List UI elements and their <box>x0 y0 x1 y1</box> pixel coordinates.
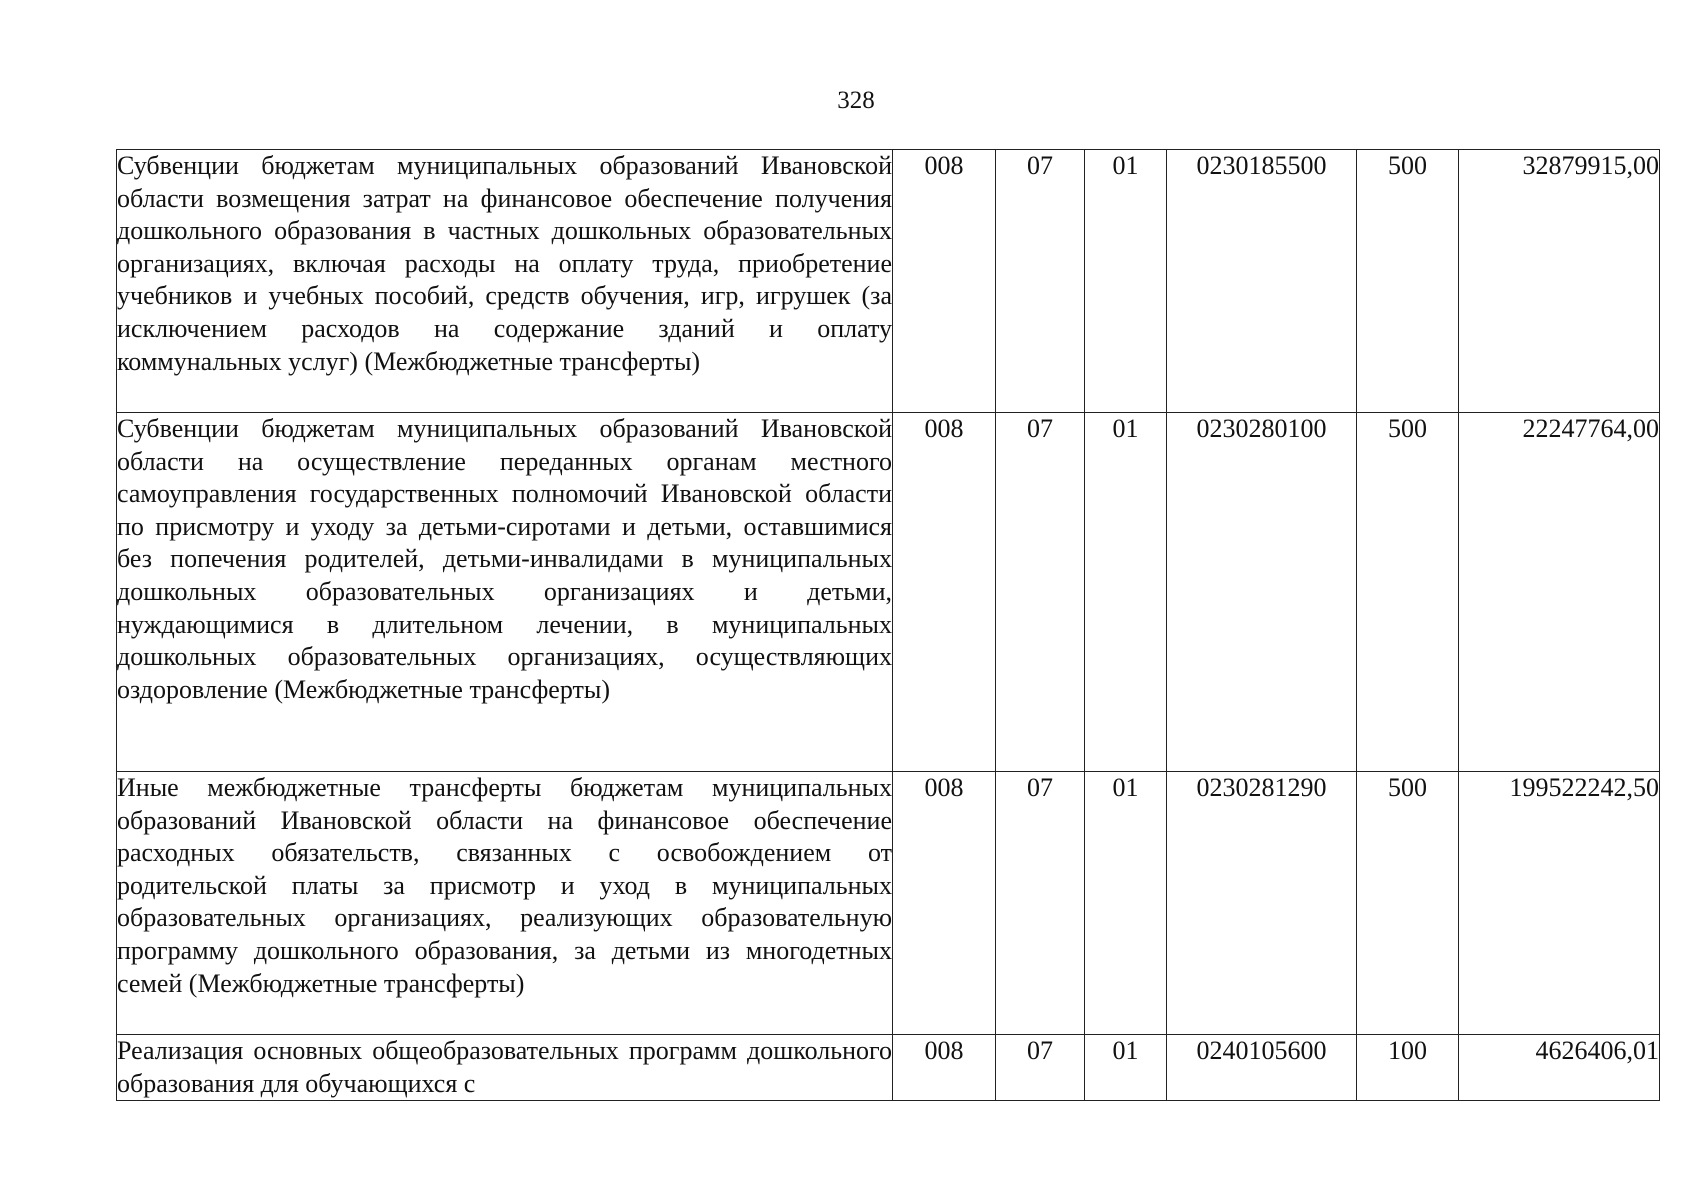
table-row <box>117 1035 1660 1101</box>
row-target-article: 0240105600 <box>1167 1035 1357 1101</box>
page-number: 328 <box>837 87 875 114</box>
row-section-code: 07 <box>996 1035 1085 1101</box>
row-section-code: 07 <box>996 150 1085 413</box>
row-ministry-code: 008 <box>893 1035 996 1101</box>
row-expense-type: 500 <box>1357 413 1459 772</box>
table-row <box>117 150 1660 413</box>
row-amount: 32879915,00 <box>1459 150 1660 413</box>
row-section-code: 07 <box>996 413 1085 772</box>
row-target-article: 0230281290 <box>1167 772 1357 1035</box>
row-description: Иные межбюджетные трансферты бюджетам муниципальных образований Ивановской области на финансовое обеспечение расходных обязательств, связанных с освобождением от родительской платы за присмотр и уход в муниципальных образовательных организациях, реализующих образовательную программу дошкольного образования, за детьми из многодетных семей (Межбюджетные трансферты) <box>117 772 893 1035</box>
table-row <box>117 413 1660 772</box>
row-amount: 199522242,50 <box>1459 772 1660 1035</box>
row-expense-type: 100 <box>1357 1035 1459 1101</box>
row-subsection-code: 01 <box>1085 150 1167 413</box>
row-description: Реализация основных общеобразовательных программ дошкольного образования для обучающихся с <box>117 1035 893 1101</box>
budget-table <box>116 149 1660 1101</box>
row-target-article: 0230185500 <box>1167 150 1357 413</box>
row-subsection-code: 01 <box>1085 413 1167 772</box>
row-amount: 4626406,01 <box>1459 1035 1660 1101</box>
row-subsection-code: 01 <box>1085 772 1167 1035</box>
row-target-article: 0230280100 <box>1167 413 1357 772</box>
row-subsection-code: 01 <box>1085 1035 1167 1101</box>
row-expense-type: 500 <box>1357 772 1459 1035</box>
row-ministry-code: 008 <box>893 150 996 413</box>
row-expense-type: 500 <box>1357 150 1459 413</box>
row-description: Субвенции бюджетам муниципальных образований Ивановской области возмещения затрат на финансовое обеспечение получения дошкольного образования в частных дошкольных образовательных организациях, включая расходы на оплату труда, приобретение учебников и учебных пособий, средств обучения, игр, игрушек (за исключением расходов на содержание зданий и оплату коммунальных услуг) (Межбюджетные трансферты) <box>117 150 893 413</box>
table-row <box>117 772 1660 1035</box>
row-amount: 22247764,00 <box>1459 413 1660 772</box>
row-description: Субвенции бюджетам муниципальных образований Ивановской области на осуществление переданных органам местного самоуправления государственных полномочий Ивановской области по присмотру и уходу за детьми-сиротами и детьми, оставшимися без попечения родителей, детьми-инвалидами в муниципальных дошкольных образовательных организациях и детьми, нуждающимися в длительном лечении, в муниципальных дошкольных образовательных организациях, осуществляющих оздоровление (Межбюджетные трансферты) <box>117 413 893 772</box>
row-ministry-code: 008 <box>893 772 996 1035</box>
row-section-code: 07 <box>996 772 1085 1035</box>
row-ministry-code: 008 <box>893 413 996 772</box>
